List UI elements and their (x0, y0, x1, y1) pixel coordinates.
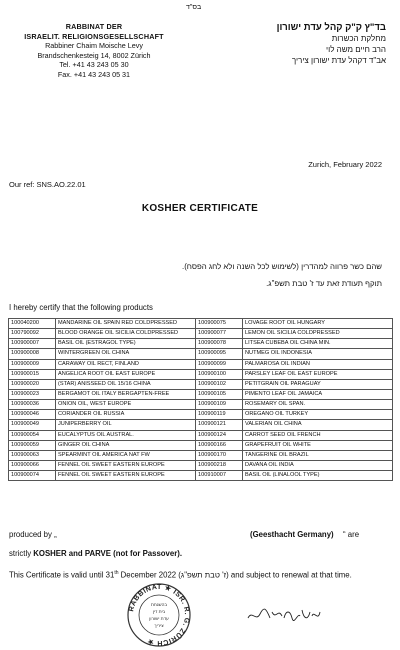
product-code: 100900008 (9, 349, 56, 359)
product-name: GRAPEFRUIT OIL WHITE (243, 440, 393, 450)
product-code: 100900054 (9, 430, 56, 440)
letterhead-line: RABBINAT DER (65, 22, 123, 31)
letterhead-line: Tel. +41 43 243 05 30 (59, 60, 129, 70)
letterhead-line: Fax. +41 43 243 05 31 (57, 69, 131, 79)
product-name: PIMENTO LEAF OIL JAMAICA (243, 389, 393, 399)
product-name: PALMAROSA OIL INDIAN (243, 359, 393, 369)
hebrew-statement: שהם כשר פרווה למהדרין (לשימוש לכל השנה ולא לחג הפסח). (182, 262, 382, 271)
product-code: 100900046 (9, 410, 56, 420)
product-code: 100900099 (196, 359, 243, 369)
bsd-header: בס"ד (186, 4, 202, 11)
letterhead-line: ISRAELIT. RELIGIONSGESELLSCHAFT (24, 31, 164, 41)
product-code: 100900063 (9, 450, 56, 460)
product-name: FENNEL OIL SWEET EASTERN EUROPE (56, 471, 196, 481)
product-code: 100900119 (196, 410, 243, 420)
strictly-prefix: strictly (9, 549, 34, 558)
product-code: 100900075 (196, 319, 243, 329)
stamp-outer-text: RABBINAT ★ ISR. R. G. ZÜRICH ★ (128, 583, 191, 647)
letterhead-hebrew-line: בד"ץ ק"ק קהל עדת ישורון (276, 22, 386, 33)
validity-sup: th (114, 570, 119, 576)
stamp-inner-line: בהשגחת (150, 603, 168, 608)
right-letterhead-hebrew (216, 22, 386, 66)
product-code: 100040200 (9, 319, 56, 329)
stamp-inner-line: עדת ישורון (149, 617, 169, 622)
product-name: TANGERINE OIL BRAZIL (243, 450, 393, 460)
product-code: 100910007 (196, 471, 243, 481)
rabbinate-stamp (126, 582, 192, 648)
product-row (9, 400, 393, 410)
product-row (9, 339, 393, 349)
products-table (8, 318, 393, 481)
product-row (9, 430, 393, 440)
product-row (9, 389, 393, 399)
product-name: BASIL OIL (ESTRAGOL TYPE) (56, 339, 196, 349)
letterhead-hebrew-line: מחלקת הכשרות (331, 34, 386, 43)
product-name: SPEARMINT OIL AMERICA NAT FW (56, 450, 196, 460)
product-code: 100900121 (196, 420, 243, 430)
product-code: 100900074 (9, 471, 56, 481)
product-row (9, 369, 393, 379)
product-code: 100900078 (196, 339, 243, 349)
stamp-inner-line: ציריך (154, 624, 164, 629)
product-code: 100900124 (196, 430, 243, 440)
product-code: 100900166 (196, 440, 243, 450)
product-code: 100900109 (196, 400, 243, 410)
certify-intro: I hereby certify that the following products (9, 303, 153, 312)
product-code: 100790092 (9, 329, 56, 339)
product-name: FENNEL OIL SWEET EASTERN EUROPE (56, 460, 196, 470)
document-title: KOSHER CERTIFICATE (141, 203, 259, 214)
product-name: CARROT SEED OIL FRENCH (243, 430, 393, 440)
product-row (9, 319, 393, 329)
product-row (9, 420, 393, 430)
product-code: 100900009 (9, 359, 56, 369)
product-name: BLOOD ORANGE OIL SICILIA COLDPRESSED (56, 329, 196, 339)
product-code: 100900059 (9, 440, 56, 450)
product-name: ONION OIL, WEST EUROPE (56, 400, 196, 410)
letterhead-line: Rabbiner Chaim Moische Levy (45, 41, 143, 51)
product-code: 100900102 (196, 379, 243, 389)
product-code: 100900066 (9, 460, 56, 470)
letterhead-hebrew-line: הרב חיים משה לוי (326, 45, 386, 54)
product-row (9, 471, 393, 481)
product-name: LOVAGE ROOT OIL HUNGARY (243, 319, 393, 329)
document-date: Zurich, February 2022 (308, 160, 382, 169)
product-name: ANGELICA ROOT OIL EAST EUROPE (56, 369, 196, 379)
kosher-status (9, 549, 182, 558)
product-row (9, 349, 393, 359)
product-row (9, 329, 393, 339)
product-code: 100900036 (9, 400, 56, 410)
product-row (9, 379, 393, 389)
product-name: JUNIPERBERRY OIL (56, 420, 196, 430)
product-name: EUCALYPTUS OIL AUSTRAL. (56, 430, 196, 440)
product-name: NUTMEG OIL INDONESIA (243, 349, 393, 359)
stamp-inner-line: בית דין (152, 610, 166, 615)
letterhead-line: Brandschenkesteig 14, 8002 Zürich (37, 50, 151, 60)
product-code: 100900007 (9, 339, 56, 349)
product-name: BASIL OIL (LINALOOL TYPE) (243, 471, 393, 481)
product-code: 100900105 (196, 389, 243, 399)
product-name: CORIANDER OIL RUSSIA (56, 410, 196, 420)
reference-number: Our ref: SNS.AO.22.01 (9, 180, 86, 189)
product-code: 100900095 (196, 349, 243, 359)
product-name: ROSEMARY OIL SPAN. (243, 400, 393, 410)
product-code: 100900077 (196, 329, 243, 339)
product-name: LITSEA CUBEBA OIL CHINA MIN. (243, 339, 393, 349)
product-row (9, 410, 393, 420)
product-name: DAVANA OIL INDIA (243, 460, 393, 470)
product-row (9, 440, 393, 450)
product-row (9, 450, 393, 460)
product-name: WINTERGREEN OIL CHINA (56, 349, 196, 359)
product-name: VALERIAN OIL CHINA (243, 420, 393, 430)
product-name: LEMON OIL SICILIA COLDPRESSED (243, 329, 393, 339)
producer-location: (Geesthacht Germany) (250, 530, 334, 539)
product-code: 100900170 (196, 450, 243, 460)
letterhead-hebrew-line: אב"ד דקהל עדת ישורון ציריך (291, 56, 386, 65)
product-code: 100900218 (196, 460, 243, 470)
product-code: 100900015 (9, 369, 56, 379)
left-letterhead (18, 22, 170, 80)
validity-statement (9, 567, 389, 582)
product-row (9, 359, 393, 369)
product-code: 100900023 (9, 389, 56, 399)
product-code: 100900049 (9, 420, 56, 430)
product-name: (STAR) ANISSEED OIL 15/16 CHINA (56, 379, 196, 389)
product-code: 100900100 (196, 369, 243, 379)
product-name: BERGAMOT OIL ITALY BERGAPTEN-FREE (56, 389, 196, 399)
produced-by-label: produced by „ (9, 530, 57, 539)
product-name: CARAWAY OIL RECT, FINLAND (56, 359, 196, 369)
signature (246, 604, 322, 626)
kosher-parve-text: KOSHER and PARVE (not for Passover). (33, 549, 183, 558)
product-name: PETITGRAIN OIL PARAGUAY (243, 379, 393, 389)
hebrew-validity: תוקף תעודת זאת עד ז' טבת תשפ"ג. (266, 279, 382, 288)
product-name: PARSLEY LEAF OIL EAST EUROPE (243, 369, 393, 379)
validity-suffix: December 2022 (ז' טבת תשפ"ג) and subject to renewal at that time. (118, 570, 352, 580)
product-code: 100900020 (9, 379, 56, 389)
product-name: GINGER OIL CHINA (56, 440, 196, 450)
product-name: MANDARINE OIL SPAIN RED COLDPRESSED (56, 319, 196, 329)
validity-prefix: This Certificate is valid until 31 (9, 570, 115, 580)
product-name: OREGANO OIL TURKEY (243, 410, 393, 420)
product-row (9, 460, 393, 470)
are-label: “ are (343, 530, 360, 539)
